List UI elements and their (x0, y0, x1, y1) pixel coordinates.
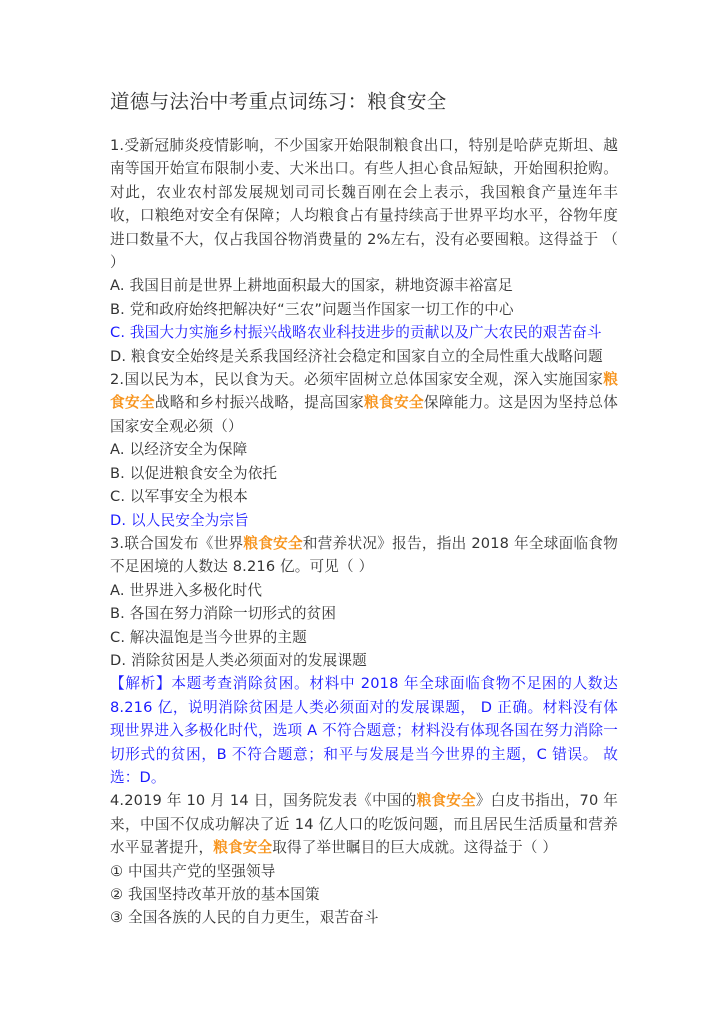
stem-text: 3.联合国发布《世界 (110, 534, 244, 552)
question-1 (110, 134, 618, 368)
keyword-highlight: 粮食安全 (243, 534, 303, 552)
question-4-item-1: ① 中国共产党的坚强领导 (110, 862, 276, 880)
question-3-option-a: A. 世界进入多极化时代 (110, 581, 263, 599)
stem-text: 取得了举世瞩目的巨大成就。这得益于（ ） (272, 839, 558, 857)
question-3-option-b: B. 各国在努力消除一切形式的贫困 (110, 605, 337, 623)
question-4-item-2: ② 我国坚持改革开放的基本国策 (110, 886, 320, 903)
keyword-highlight: 粮食安全 (110, 371, 618, 412)
document-page (110, 88, 618, 930)
stem-text: 战略和乡村振兴战略，提高国家 (154, 394, 365, 412)
question-4-item-3: ③ 全国各族的人民的自力更生，艰苦奋斗 (110, 909, 379, 927)
stem-text: 保障能力。这是因为坚持总体国家安全观必须（） (110, 394, 619, 435)
stem-text: 1.受新冠肺炎疫情影响，不少国家开始限制粮食出口，特别是哈萨克斯坦、越南等国开始宣布限制小麦、大米出口。有些人担心食品短缺，开始囤积抢购。对此，农业农村部发展规划司司长魏百刚在会上表示，我国粮食产量连年丰收，口粮绝对安全有保障；人均粮食占有量持续高于世界平均水平，谷物年度进口数量不大，仅占我国谷物消费量的 2%左右，没有必要囤粮。这得益于 （ ） (110, 137, 618, 272)
question-1-option-c-answer: C. 我国大力实施乡村振兴战略农业科技进步的贡献以及广大农民的艰苦奋斗 (110, 324, 602, 342)
question-2-option-a: A. 以经济安全为保障 (110, 441, 248, 459)
keyword-highlight: 粮食安全 (364, 394, 424, 412)
question-1-stem (110, 134, 618, 274)
document-title: 道德与法治中考重点词练习：粮食安全 (110, 90, 447, 113)
question-2-option-b: B. 以促进粮食安全为依托 (110, 464, 278, 482)
question-3-stem (110, 532, 618, 579)
question-4 (110, 789, 618, 929)
stem-text: 4.2019 年 10 月 14 日，国务院发表《中国的 (110, 792, 417, 810)
stem-text: 》白皮书指出，70 年来，中国不仅成功解决了近 14 亿人口的吃饭问题，而且居民生活质量和营养水平显著提升， (110, 792, 618, 857)
question-3-option-c: C. 解决温饱是当今世界的主题 (110, 628, 307, 646)
question-2-option-c: C. 以军事安全为根本 (110, 488, 248, 506)
question-3 (110, 532, 618, 789)
stem-text: 2.国以民为本，民以食为天。必须牢固树立总体国家安全观，深入实施国家 (110, 371, 604, 389)
question-2 (110, 368, 618, 532)
question-1-option-b: B. 党和政府始终把解决好“三农”问题当作国家一切工作的中心 (110, 300, 514, 318)
question-3-analysis: 【解析】本题考查消除贫困。材料中 2018 年全球面临食物不足困的人数达 8.216 亿，说明消除贫困是人类必须面对的发展课题， D 正确。材料没有体现世界进入多极化时代，选项 A 不符合题意；材料没有体现各国在努力消除一切形式的贫困，B 不符合题意；和平与发展是当今世界的主题，C 错误。 故选：D。 (110, 675, 618, 786)
question-2-option-d-answer: D. 以人民安全为宗旨 (110, 511, 249, 529)
keyword-highlight: 粮食安全 (213, 839, 273, 857)
question-1-option-d: D. 粮食安全始终是关系我国经济社会稳定和国家自立的全局性重大战略问题 (110, 347, 603, 365)
question-4-stem (110, 789, 618, 859)
question-2-stem (110, 368, 618, 438)
question-3-option-d: D. 消除贫困是人类必须面对的发展课题 (110, 651, 367, 669)
keyword-highlight: 粮食安全 (416, 792, 476, 810)
question-1-option-a: A. 我国目前是世界上耕地面积最大的国家，耕地资源丰裕富足 (110, 277, 513, 295)
stem-text: 和营养状况》报告，指出 2018 年全球面临食物不足困境的人数达 8.216 亿。可见（ ） (110, 534, 618, 576)
